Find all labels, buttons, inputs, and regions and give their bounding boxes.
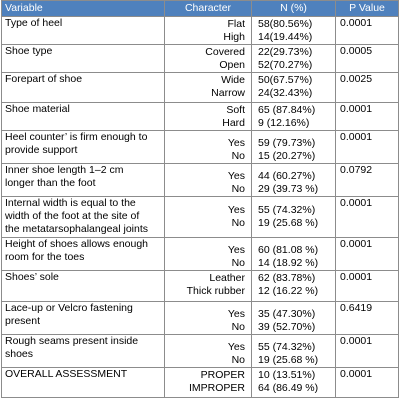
cell-variable — [2, 271, 165, 302]
n-percent-text: 14(19.44%) — [258, 31, 313, 43]
cell-character — [165, 73, 252, 103]
cell-character — [165, 131, 252, 164]
table-row — [2, 271, 399, 302]
variable-text: Height of shoes allows enough — [5, 238, 149, 250]
character-text: PROPER — [200, 369, 245, 381]
cell-p-value: 0.0001 — [336, 17, 399, 45]
cell-p-value: 0.0792 — [336, 164, 399, 197]
cell-variable — [2, 335, 165, 368]
cell-p-value: 0.6419 — [336, 302, 399, 335]
cell-p-value: 0.0001 — [336, 368, 399, 398]
cell-variable — [2, 131, 165, 164]
n-percent-text: 24(32.43%) — [258, 87, 313, 99]
cell-character — [165, 103, 252, 131]
character-text: Leather — [209, 272, 245, 284]
cell-character — [165, 335, 252, 368]
character-text: Covered — [205, 46, 245, 58]
variable-text: the metatarsophalangeal joints — [5, 223, 149, 235]
header-variable: Variable — [2, 1, 165, 17]
cell-character — [165, 271, 252, 302]
cell-n-percent — [252, 302, 336, 335]
cell-p-value: 0.0001 — [336, 238, 399, 271]
character-text: Yes — [227, 341, 245, 353]
n-percent-text: 9 (12.16%) — [258, 117, 310, 129]
character-text: Wide — [221, 74, 245, 86]
table-row — [2, 17, 399, 45]
variable-text: present — [5, 315, 41, 327]
cell-n-percent — [252, 164, 336, 197]
n-percent-text: 59 (79.73%) — [258, 137, 316, 149]
table-row — [2, 368, 399, 398]
table-row — [2, 73, 399, 103]
table-body — [2, 17, 399, 398]
cell-p-value: 0.0005 — [336, 45, 399, 73]
cell-n-percent — [252, 131, 336, 164]
n-percent-text: 50(67.57%) — [258, 74, 313, 86]
character-text: Flat — [227, 18, 245, 30]
cell-n-percent — [252, 17, 336, 45]
cell-n-percent — [252, 103, 336, 131]
variable-text: Shoes’ sole — [5, 271, 59, 283]
character-text: Thick rubber — [186, 285, 245, 297]
table-row — [2, 302, 399, 335]
variable-text: Shoe material — [5, 103, 70, 115]
cell-character — [165, 302, 252, 335]
table-row — [2, 45, 399, 73]
header-row — [2, 1, 399, 17]
cell-n-percent — [252, 197, 336, 238]
n-percent-text: 58(80.56%) — [258, 18, 313, 30]
n-percent-text: 64 (86.49 %) — [258, 382, 319, 394]
character-text: No — [231, 257, 245, 269]
cell-variable — [2, 45, 165, 73]
variable-text: OVERALL ASSESSMENT — [5, 368, 128, 380]
cell-n-percent — [252, 238, 336, 271]
variable-text: Lace-up or Velcro fastening — [5, 302, 133, 314]
cell-n-percent — [252, 368, 336, 398]
cell-variable — [2, 73, 165, 103]
cell-character — [165, 197, 252, 238]
table-row — [2, 197, 399, 238]
character-text: Yes — [227, 137, 245, 149]
variable-text: room for the toes — [5, 251, 85, 263]
n-percent-text: 19 (25.68 %) — [258, 217, 319, 229]
n-percent-text: 10 (13.51%) — [258, 369, 316, 381]
variable-text: width of the foot at the site of — [5, 210, 140, 222]
n-percent-text: 39 (52.70%) — [258, 321, 316, 333]
variable-text: provide support — [5, 144, 78, 156]
cell-n-percent — [252, 271, 336, 302]
cell-variable — [2, 197, 165, 238]
n-percent-text: 14 (18.92 %) — [258, 257, 319, 269]
character-text: No — [231, 183, 245, 195]
table-row — [2, 131, 399, 164]
table-row — [2, 238, 399, 271]
character-text: Yes — [227, 170, 245, 182]
table-row — [2, 164, 399, 197]
variable-text: Rough seams present inside — [5, 335, 139, 347]
cell-character — [165, 368, 252, 398]
cell-character — [165, 238, 252, 271]
cell-n-percent — [252, 73, 336, 103]
shoe-assessment-table — [1, 0, 399, 398]
cell-character — [165, 45, 252, 73]
cell-variable — [2, 17, 165, 45]
cell-p-value: 0.0001 — [336, 103, 399, 131]
character-text: Hard — [222, 117, 245, 129]
character-text: Soft — [226, 104, 245, 116]
header-p-value: P Value — [336, 1, 399, 17]
cell-p-value: 0.0001 — [336, 131, 399, 164]
cell-p-value: 0.0001 — [336, 335, 399, 368]
character-text: No — [231, 150, 245, 162]
n-percent-text: 35 (47.30%) — [258, 308, 316, 320]
variable-text: Internal width is equal to the — [5, 197, 136, 209]
variable-text: longer than the foot — [5, 177, 96, 189]
cell-character — [165, 17, 252, 45]
table-row — [2, 335, 399, 368]
n-percent-text: 15 (20.27%) — [258, 150, 316, 162]
cell-variable — [2, 164, 165, 197]
cell-n-percent — [252, 45, 336, 73]
header-n-percent: N (%) — [252, 1, 336, 17]
n-percent-text: 19 (25.68 %) — [258, 354, 319, 366]
cell-variable — [2, 103, 165, 131]
variable-text: Shoe type — [5, 45, 53, 57]
n-percent-text: 65 (87.84%) — [258, 104, 316, 116]
n-percent-text: 44 (60.27%) — [258, 170, 316, 182]
cell-character — [165, 164, 252, 197]
variable-text: Inner shoe length 1–2 cm — [5, 164, 124, 176]
n-percent-text: 22(29.73%) — [258, 46, 313, 58]
cell-variable — [2, 302, 165, 335]
variable-text: Forepart of shoe — [5, 73, 83, 85]
cell-variable — [2, 238, 165, 271]
character-text: IMPROPER — [188, 382, 245, 394]
character-text: Open — [219, 59, 245, 71]
n-percent-text: 12 (16.22 %) — [258, 285, 319, 297]
table-row — [2, 103, 399, 131]
n-percent-text: 55 (74.32%) — [258, 204, 316, 216]
variable-text: shoes — [5, 348, 34, 360]
n-percent-text: 29 (39.73 %) — [258, 183, 319, 195]
character-text: Yes — [227, 204, 245, 216]
character-text: Narrow — [211, 87, 245, 99]
cell-p-value: 0.0025 — [336, 73, 399, 103]
character-text: High — [223, 31, 245, 43]
cell-p-value: 0.0001 — [336, 271, 399, 302]
header-character: Character — [165, 1, 252, 17]
character-text: Yes — [227, 308, 245, 320]
cell-p-value: 0.0001 — [336, 197, 399, 238]
cell-n-percent — [252, 335, 336, 368]
n-percent-text: 52(70.27%) — [258, 59, 313, 71]
n-percent-text: 62 (83.78%) — [258, 272, 316, 284]
variable-text: Type of heel — [5, 17, 63, 29]
n-percent-text: 55 (74.32%) — [258, 341, 316, 353]
variable-text: Heel counter’ is firm enough to — [5, 131, 148, 143]
character-text: No — [231, 321, 245, 333]
cell-variable — [2, 368, 165, 398]
n-percent-text: 60 (81.08 %) — [258, 244, 319, 256]
character-text: No — [231, 217, 245, 229]
character-text: No — [231, 354, 245, 366]
character-text: Yes — [227, 244, 245, 256]
